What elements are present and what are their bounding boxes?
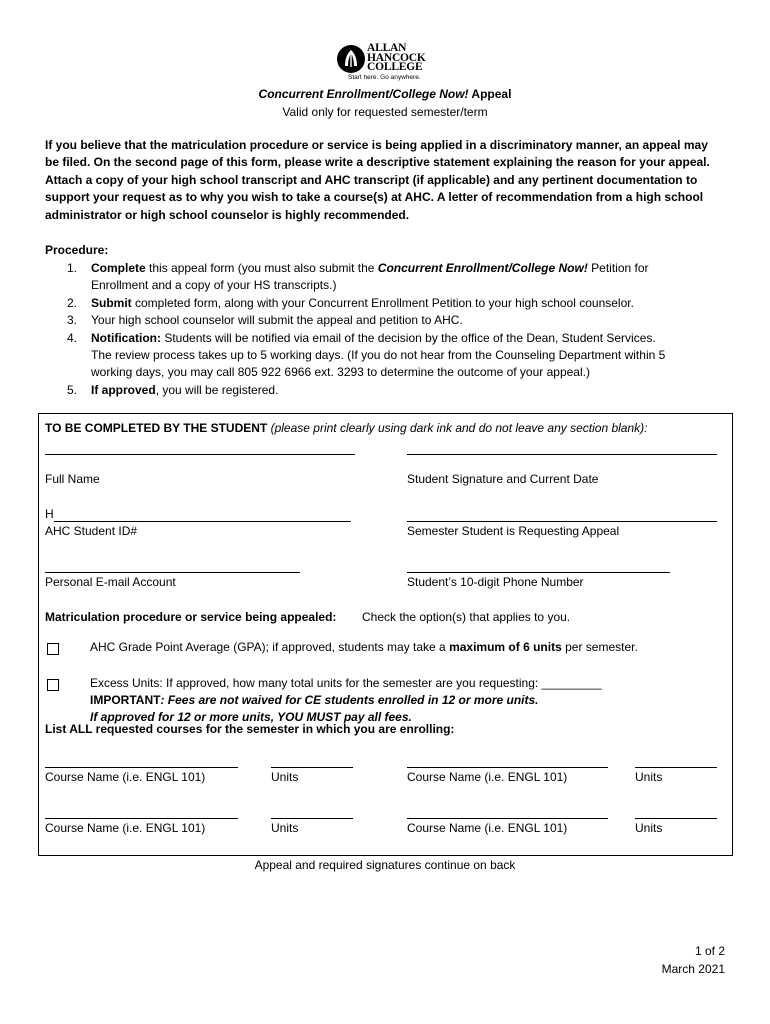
excess-units-label: Excess Units: If approved, how many total units for the semester are you requesting: _________: [90, 676, 602, 690]
full-name-field[interactable]: [45, 454, 355, 455]
page-number: 1 of 2: [694, 944, 725, 958]
college-logo: [336, 44, 436, 84]
student-id-field[interactable]: [54, 521, 351, 522]
matriculation-label: Matriculation procedure or service being appealed:: [45, 610, 337, 624]
units-field[interactable]: [635, 767, 717, 768]
units-field[interactable]: [271, 818, 353, 819]
procedure-step: 3. Your high school counselor will submit the appeal and petition to AHC.: [67, 313, 463, 328]
procedure-list: [45, 260, 735, 399]
continue-note: Appeal and required signatures continue on back: [254, 858, 516, 872]
student-section-heading: TO BE COMPLETED BY THE STUDENT (please print clearly using dark ink and do not leave any section blank):: [45, 421, 648, 435]
course-name-field[interactable]: [407, 818, 608, 819]
revision-date: March 2021: [661, 962, 725, 976]
form-subtitle: Valid only for requested semester/term: [282, 105, 488, 119]
course-name-field[interactable]: [407, 767, 608, 768]
student-id-prefix: H: [45, 507, 54, 521]
semester-label: Semester Student is Requesting Appeal: [407, 524, 620, 538]
matriculation-hint: Check the option(s) that applies to you.: [362, 610, 571, 624]
procedure-step: 5. If approved, you will be registered.: [67, 382, 279, 397]
course-name-label: Course Name (i.e. ENGL 101): [407, 770, 568, 784]
course-name-field[interactable]: [45, 818, 238, 819]
college-emblem-icon: [336, 44, 366, 74]
units-label: Units: [635, 821, 663, 835]
courses-heading: List ALL requested courses for the semester in which you are enrolling:: [45, 722, 455, 736]
excess-units-checkbox[interactable]: [47, 679, 59, 691]
course-name-label: Course Name (i.e. ENGL 101): [45, 821, 206, 835]
semester-field[interactable]: [407, 521, 717, 522]
course-name-label: Course Name (i.e. ENGL 101): [45, 770, 206, 784]
gpa-checkbox[interactable]: [47, 643, 59, 655]
procedure-heading: Procedure:: [45, 243, 109, 257]
gpa-option-label: AHC Grade Point Average (GPA); if approved, students may take a maximum of 6 units per semester.: [90, 640, 638, 654]
college-name: ALLAN HANCOCK COLLEGE: [367, 42, 426, 73]
units-label: Units: [635, 770, 663, 784]
form-title: Concurrent Enrollment/College Now! Appeal: [258, 87, 512, 101]
phone-label: Student’s 10-digit Phone Number: [407, 575, 584, 589]
email-label: Personal E-mail Account: [45, 575, 176, 589]
student-id-label: AHC Student ID#: [45, 524, 138, 538]
units-label: Units: [271, 770, 299, 784]
student-section: [38, 413, 733, 856]
course-name-label: Course Name (i.e. ENGL 101): [407, 821, 568, 835]
fees-important-note: IMPORTANT: Fees are not waived for CE students enrolled in 12 or more units.: [90, 693, 539, 707]
procedure-step: 4. Notification: Students will be notified via email of the decision by the office of the Dean, Student Services. The review process takes up to 5 working days. (If you do not hear from the Counseling Department within 5 working days, you may call 805 922 6966 ext. 3293 to determine the outcome of your appeal.): [67, 330, 666, 380]
procedure-step: 1. Complete this appeal form (you must also submit the Concurrent Enrollment/College Now! Petition for Enrollment and a copy of your HS transcripts.): [67, 261, 649, 293]
phone-field[interactable]: [407, 572, 670, 573]
fees-warning: If approved for 12 or more units, YOU MUST pay all fees.: [90, 710, 412, 724]
email-field[interactable]: [45, 572, 300, 573]
course-name-field[interactable]: [45, 767, 238, 768]
units-field[interactable]: [271, 767, 353, 768]
units-label: Units: [271, 821, 299, 835]
units-field[interactable]: [635, 818, 717, 819]
full-name-label: Full Name: [45, 472, 100, 486]
intro-paragraph: If you believe that the matriculation procedure or service is being applied in a discriminatory manner, an appeal may be filed. On the second page of this form, please write a descriptive statement explaining the reason for your appeal. Attach a copy of your high school transcript and AHC transcript (if applicable) and any pertinent documentation to support your request as to why you wish to take a course(s) at AHC. A letter of recommendation from a high school administrator or high school counselor is highly recommended.: [45, 138, 710, 222]
procedure-step: 2. Submit completed form, along with your Concurrent Enrollment Petition to your high school counselor.: [67, 295, 634, 310]
college-tagline: Start here. Go anywhere.: [348, 74, 421, 81]
signature-date-field[interactable]: [407, 454, 717, 455]
signature-date-label: Student Signature and Current Date: [407, 472, 599, 486]
